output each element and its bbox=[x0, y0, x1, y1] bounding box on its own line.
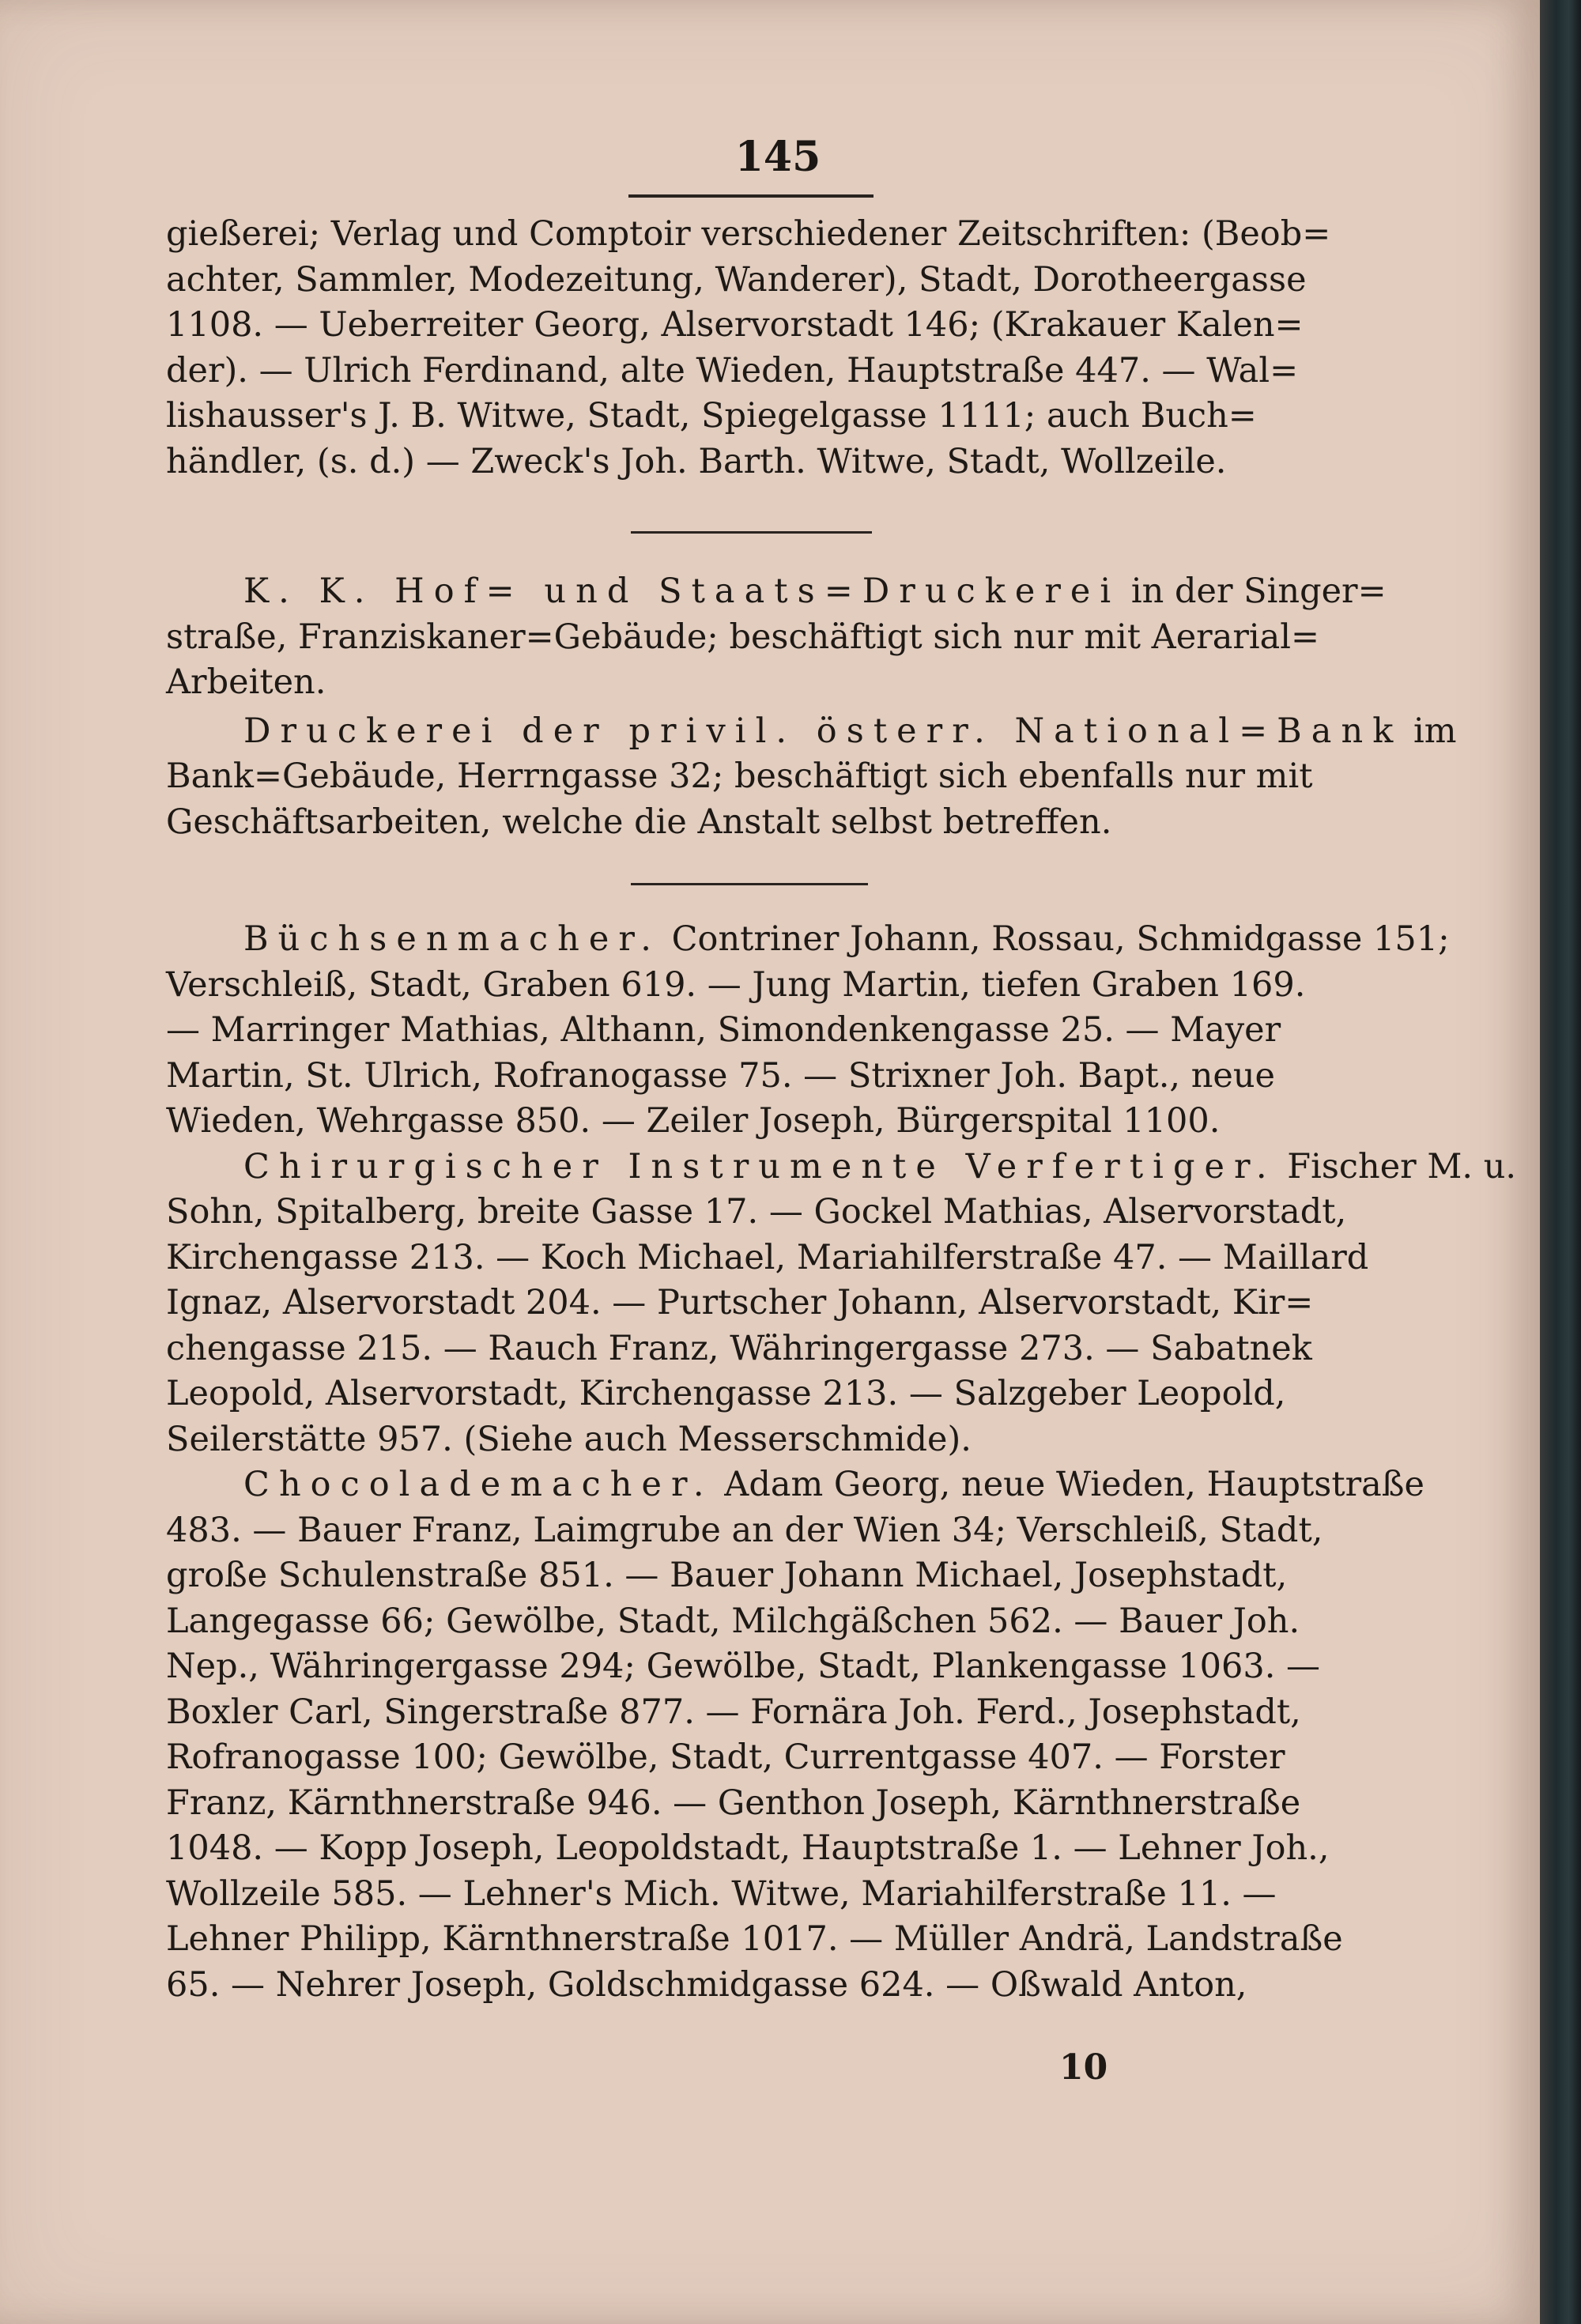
paragraph-first-line bbox=[166, 709, 1457, 755]
text-line: Kirchengasse 213. — Koch Michael, Mariahilferstraße 47. — Maillard bbox=[166, 1237, 1369, 1277]
entry-heading: Büchsenmacher. bbox=[243, 919, 661, 959]
text-line: Geschäftsarbeiten, welche die Anstalt selbst betreffen. bbox=[166, 802, 1112, 842]
section-divider bbox=[631, 883, 868, 885]
text-line: Wollzeile 585. — Lehner's Mich. Witwe, Mariahilferstraße 11. — bbox=[166, 1873, 1277, 1914]
text-line: Arbeiten. bbox=[166, 662, 326, 702]
paragraph-first-line bbox=[166, 917, 1450, 963]
text-line: Wieden, Wehrgasse 850. — Zeiler Joseph, Bürgerspital 1100. bbox=[166, 1101, 1221, 1141]
text-line: Langegasse 66; Gewölbe, Stadt, Milchgäßchen 562. — Bauer Joh. bbox=[166, 1601, 1300, 1641]
text-line: Seilerstätte 957. (Siehe auch Messerschmide). bbox=[166, 1419, 972, 1459]
section-divider bbox=[631, 531, 872, 534]
text-line: Bank=Gebäude, Herrngasse 32; beschäftigt sich ebenfalls nur mit bbox=[166, 756, 1313, 796]
book-spine bbox=[1540, 0, 1581, 2324]
entry-heading: Chirurgischer Instrumente Verfertiger. bbox=[243, 1146, 1277, 1187]
text-line: Nep., Währingergasse 294; Gewölbe, Stadt, Plankengasse 1063. — bbox=[166, 1647, 1321, 1686]
text-line: 1108. — Ueberreiter Georg, Alservorstadt 146; (Krakauer Kalen= bbox=[166, 305, 1304, 345]
text-line: Sohn, Spitalberg, breite Gasse 17. — Gockel Mathias, Alservorstadt, bbox=[166, 1192, 1347, 1232]
text-line: händler, (s. d.) — Zweck's Joh. Barth. Witwe, Stadt, Wollzeile. bbox=[166, 441, 1227, 481]
text-line: Franz, Kärnthnerstraße 946. — Genthon Joseph, Kärnthnerstraße bbox=[166, 1783, 1301, 1823]
section-1-text bbox=[166, 212, 1331, 485]
text-line: Verschleiß, Stadt, Graben 619. — Jung Martin, tiefen Graben 169. bbox=[166, 964, 1306, 1005]
entry-text: Contriner Johann, Rossau, Schmidgasse 151; bbox=[660, 919, 1450, 959]
text-line: Leopold, Alservorstadt, Kirchengasse 213. — Salzgeber Leopold, bbox=[166, 1374, 1286, 1413]
text-line: straße, Franziskaner=Gebäude; beschäftigt sich nur mit Aerarial= bbox=[166, 617, 1320, 657]
text-line: — Marringer Mathias, Althann, Simondenkengasse 25. — Mayer bbox=[166, 1010, 1281, 1050]
text-line: Ignaz, Alservorstadt 204. — Purtscher Johann, Alservorstadt, Kir= bbox=[166, 1283, 1314, 1322]
entry-text: in der Singer= bbox=[1120, 572, 1387, 611]
paragraph-first-line bbox=[166, 1145, 1517, 1190]
text-line: Boxler Carl, Singerstraße 877. — Fornära Joh. Ferd., Josephstadt, bbox=[166, 1692, 1301, 1732]
section-2-text bbox=[166, 569, 1457, 845]
text-line: achter, Sammler, Modezeitung, Wanderer), Stadt, Dorotheergasse bbox=[166, 259, 1307, 300]
header-rule bbox=[628, 194, 874, 198]
entry-heading: Chocolademacher. bbox=[243, 1465, 714, 1504]
section-3-text bbox=[166, 917, 1517, 2008]
text-line: große Schulenstraße 851. — Bauer Johann Michael, Josephstadt, bbox=[166, 1556, 1288, 1595]
text-line: 483. — Bauer Franz, Laimgrube an der Wien 34; Verschleiß, Stadt, bbox=[166, 1510, 1323, 1550]
text-line: der). — Ulrich Ferdinand, alte Wieden, Hauptstraße 447. — Wal= bbox=[166, 350, 1299, 390]
text-line: 1048. — Kopp Joseph, Leopoldstadt, Hauptstraße 1. — Lehner Joh., bbox=[166, 1828, 1330, 1868]
text-line: Rofranogasse 100; Gewölbe, Stadt, Currentgasse 407. — Forster bbox=[166, 1737, 1285, 1777]
entry-heading: K. K. Hof= und Staats=Druckerei bbox=[243, 572, 1121, 611]
text-line: gießerei; Verlag und Comptoir verschiedener Zeitschriften: (Beob= bbox=[166, 214, 1331, 254]
text-line: Martin, St. Ulrich, Rofranogasse 75. — Strixner Joh. Bapt., neue bbox=[166, 1055, 1276, 1096]
text-line: 65. — Nehrer Joseph, Goldschmidgasse 624. — Oßwald Anton, bbox=[166, 1964, 1247, 2005]
paragraph-first-line bbox=[166, 1462, 1424, 1508]
text-line: chengasse 215. — Rauch Franz, Währingergasse 273. — Sabatnek bbox=[166, 1328, 1312, 1368]
text-line: Lehner Philipp, Kärnthnerstraße 1017. — Müller Andrä, Landstraße bbox=[166, 1919, 1343, 1959]
page-number: 145 bbox=[734, 133, 821, 181]
entry-text: Adam Georg, neue Wieden, Hauptstraße bbox=[713, 1465, 1424, 1504]
paragraph-first-line bbox=[166, 569, 1387, 615]
entry-text: im bbox=[1402, 711, 1457, 751]
signature-mark: 10 bbox=[1059, 2047, 1108, 2088]
text-line: lishausser's J. B. Witwe, Stadt, Spiegelgasse 1111; auch Buch= bbox=[166, 396, 1257, 436]
entry-text: Fischer M. u. bbox=[1276, 1146, 1517, 1187]
entry-heading: Druckerei der privil. österr. National=Bank bbox=[243, 711, 1403, 751]
